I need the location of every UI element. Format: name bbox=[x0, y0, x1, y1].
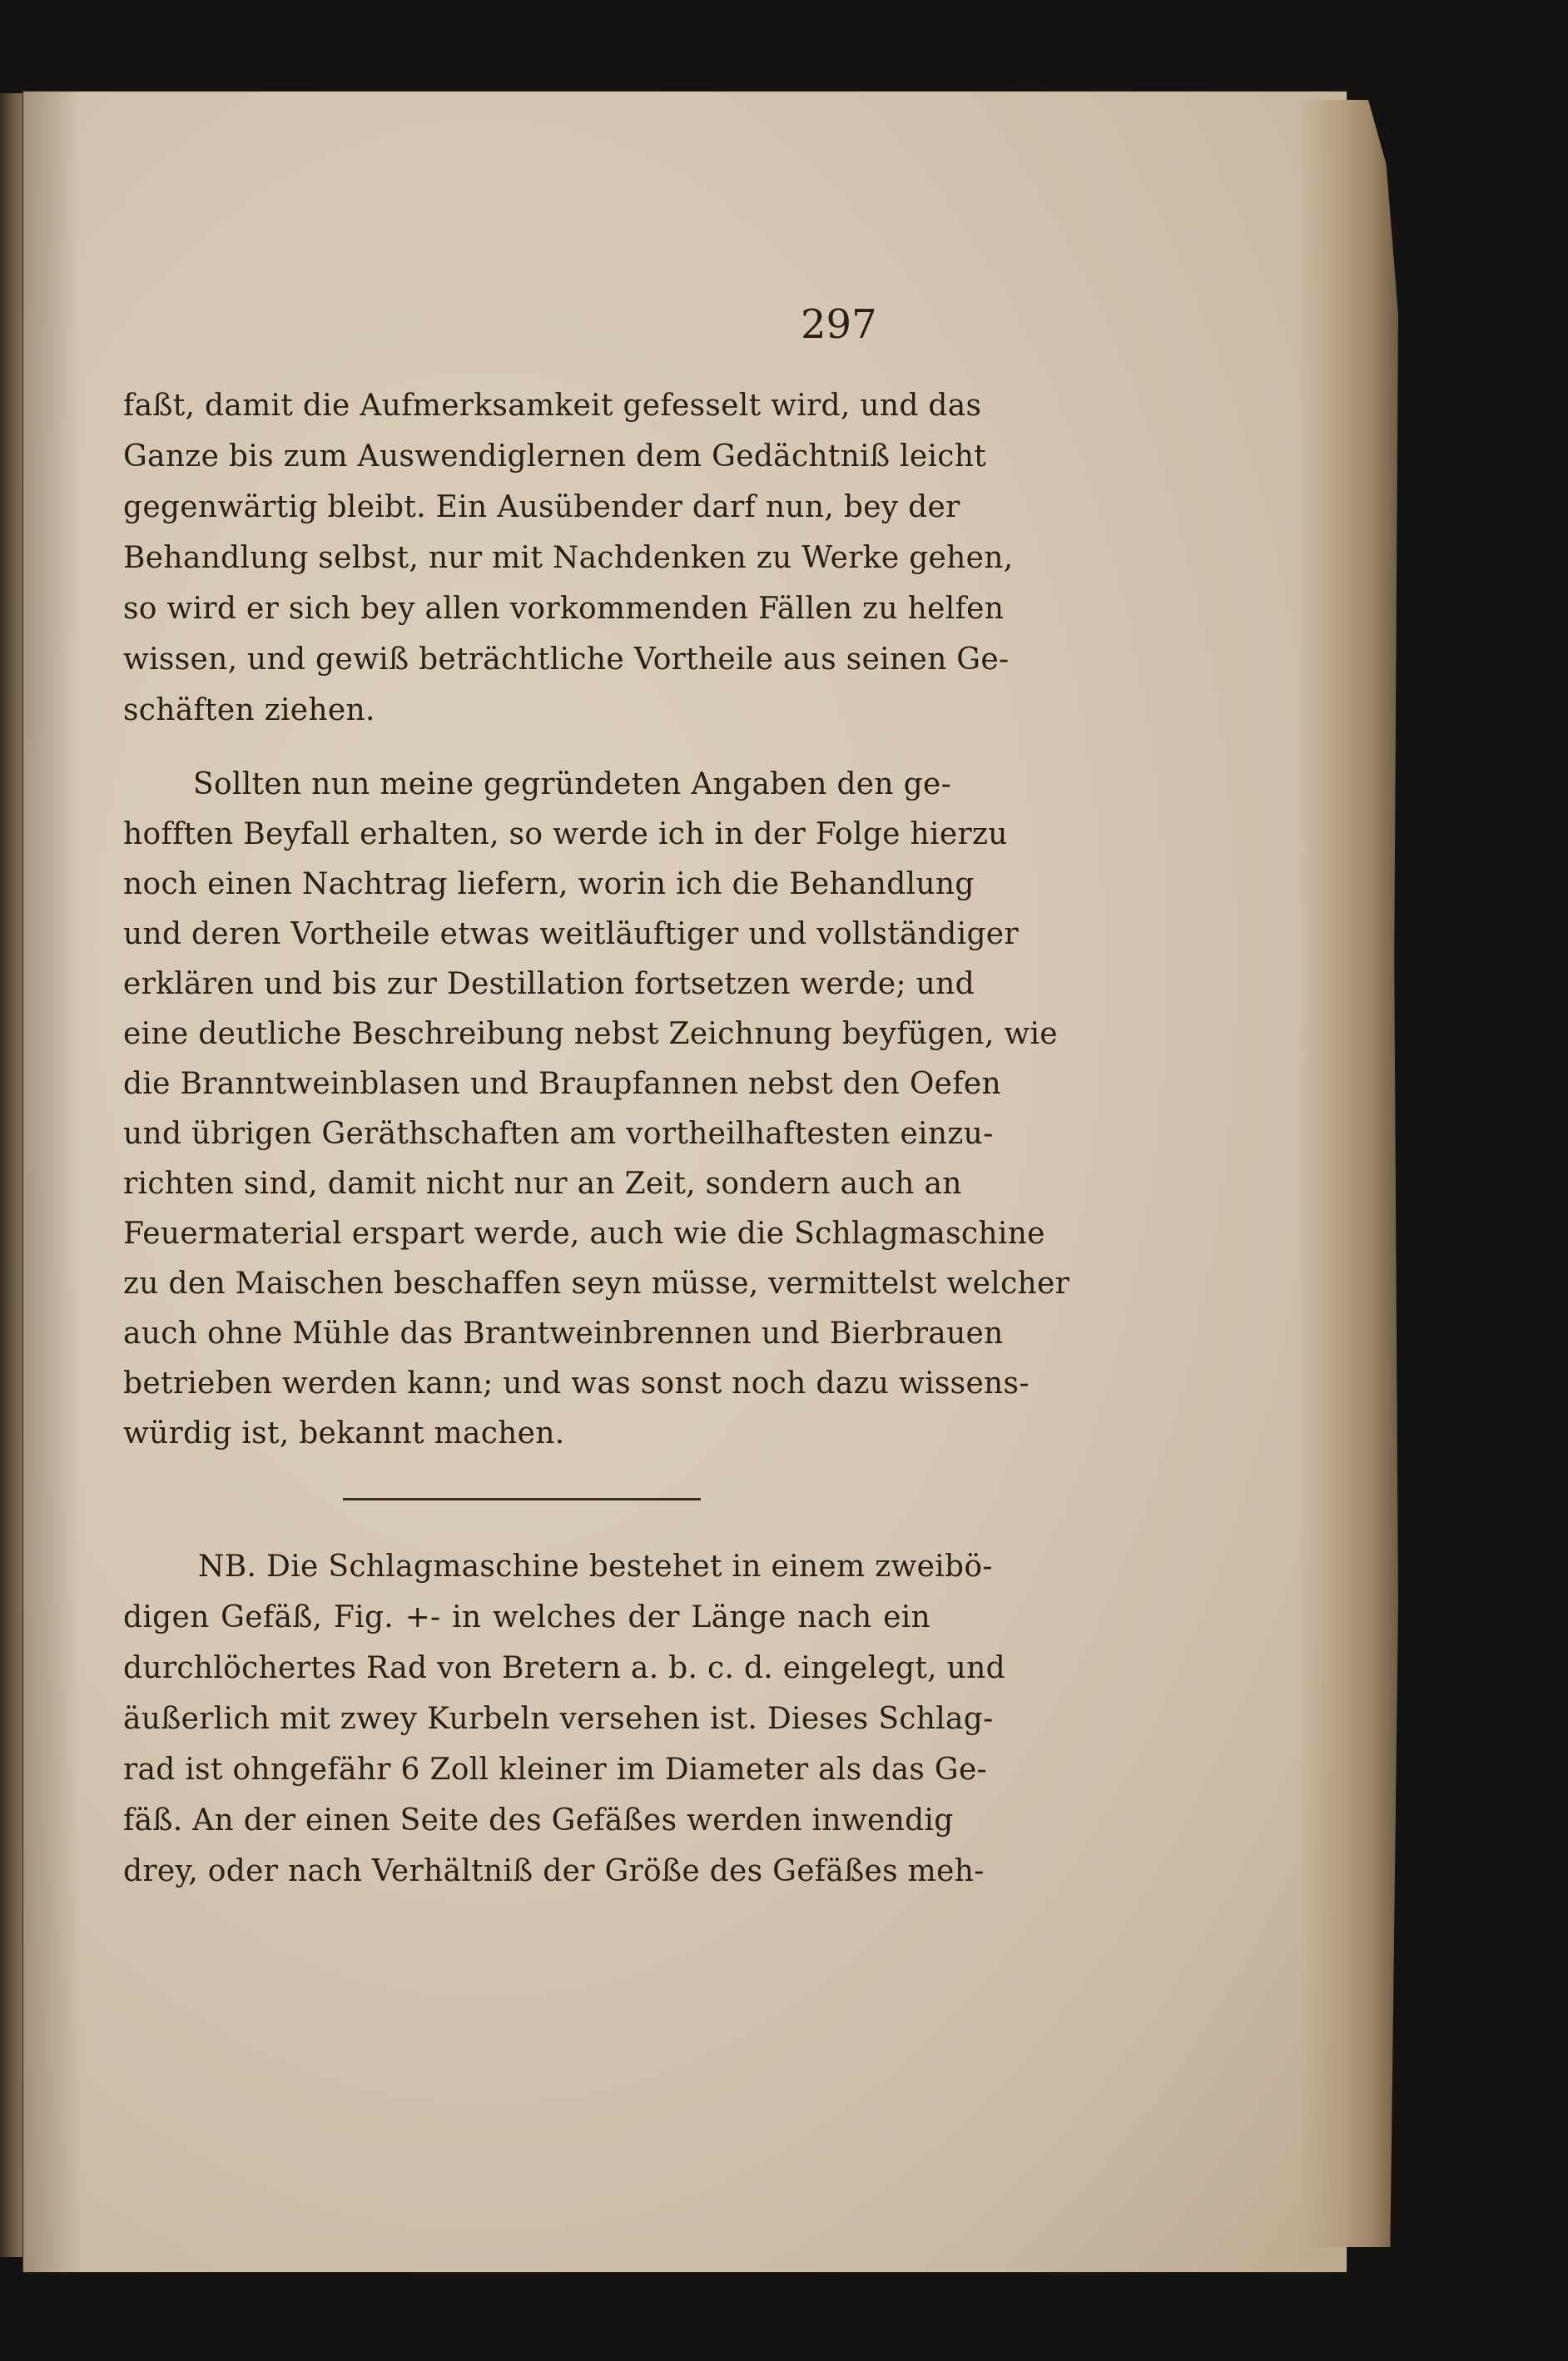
text-line: zu den Maischen beschaffen seyn müsse, vermittelst welcher bbox=[123, 1267, 1070, 1301]
text-line: die Branntweinblasen und Braupfannen nebst den Oefen bbox=[123, 1067, 1001, 1101]
page-number: 297 bbox=[801, 301, 877, 348]
text-line: erklären und bis zur Destillation fortsetzen werde; und bbox=[123, 967, 975, 1001]
text-line: so wird er sich bey allen vorkommenden Fällen zu helfen bbox=[123, 592, 1005, 626]
text-line: wissen, und gewiß beträchtliche Vortheile aus seinen Ge- bbox=[123, 642, 1010, 677]
facing-page-edge bbox=[0, 93, 25, 2257]
text-line: äußerlich mit zwey Kurbeln versehen ist. Dieses Schlag- bbox=[123, 1702, 994, 1736]
text-line: rad ist ohngefähr 6 Zoll kleiner im Diameter als das Ge- bbox=[123, 1753, 988, 1787]
text-line: Ganze bis zum Auswendiglernen dem Gedächtniß leicht bbox=[123, 439, 986, 474]
text-line: und übrigen Geräthschaften am vortheilhaftesten einzu- bbox=[123, 1117, 994, 1151]
text-line: noch einen Nachtrag liefern, worin ich die Behandlung bbox=[123, 867, 975, 901]
text-line: Feuermaterial erspart werde, auch wie die Schlagmaschine bbox=[123, 1217, 1045, 1251]
text-line: Behandlung selbst, nur mit Nachdenken zu Werke gehen, bbox=[123, 541, 1014, 575]
text-line: durchlöchertes Rad von Bretern a. b. c. d. eingelegt, und bbox=[123, 1651, 1005, 1685]
text-line: richten sind, damit nicht nur an Zeit, sondern auch an bbox=[123, 1167, 962, 1201]
text-line: NB. Die Schlagmaschine bestehet in einem zweibö- bbox=[198, 1550, 993, 1584]
text-line: eine deutliche Beschreibung nebst Zeichnung beyfügen, wie bbox=[123, 1017, 1058, 1051]
text-line: gegenwärtig bleibt. Ein Ausübender darf nun, bey der bbox=[123, 490, 960, 524]
text-line: hofften Beyfall erhalten, so werde ich in der Folge hierzu bbox=[123, 817, 1008, 851]
text-line: digen Gefäß, Fig. +- in welches der Länge nach ein bbox=[123, 1600, 930, 1634]
text-line: fäß. An der einen Seite des Gefäßes werden inwendig bbox=[123, 1803, 954, 1838]
page-fore-edge bbox=[1298, 100, 1398, 2247]
text-line: und deren Vortheile etwas weitläuftiger und vollständiger bbox=[123, 917, 1019, 951]
text-line: betrieben werden kann; und was sonst noch dazu wissens- bbox=[123, 1367, 1030, 1401]
section-divider bbox=[343, 1498, 701, 1500]
text-line: Sollten nun meine gegründeten Angaben den ge- bbox=[193, 767, 952, 801]
text-line: faßt, damit die Aufmerksamkeit gefesselt wird, und das bbox=[123, 389, 982, 423]
text-line: drey, oder nach Verhältniß der Größe des Gefäßes meh- bbox=[123, 1854, 985, 1888]
text-line: schäften ziehen. bbox=[123, 693, 375, 727]
text-line: würdig ist, bekannt machen. bbox=[123, 1416, 565, 1451]
text-line: auch ohne Mühle das Brantweinbrennen und Bierbrauen bbox=[123, 1317, 1004, 1351]
